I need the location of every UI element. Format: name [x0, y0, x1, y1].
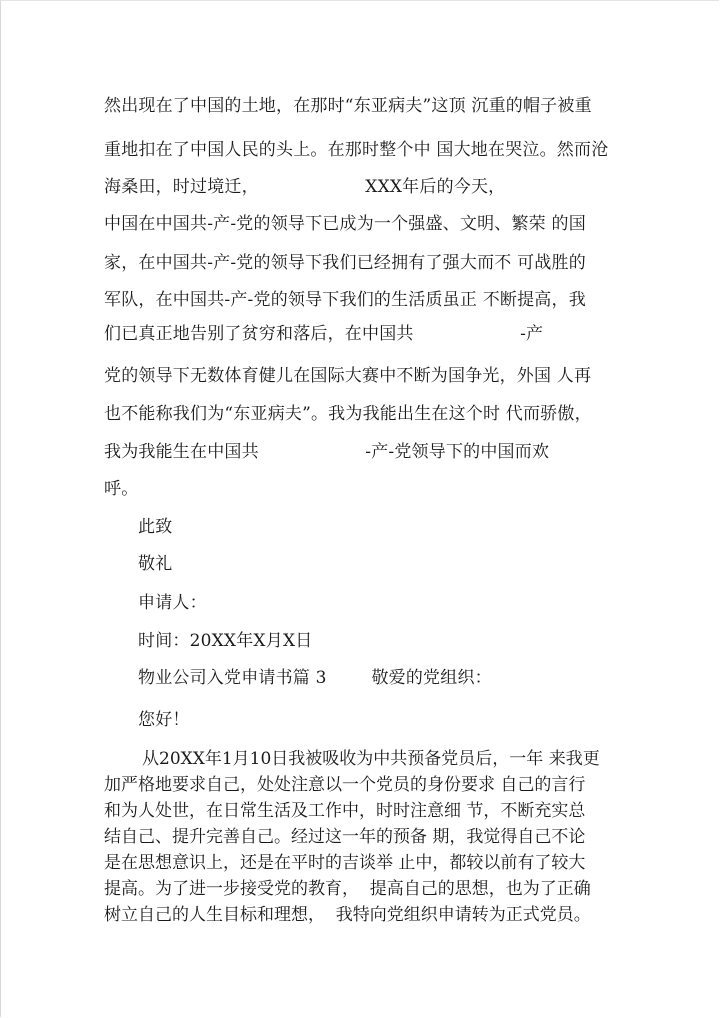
body-line: 党的领导下无数体育健儿在国际大赛中不断为国争光，外国 人再: [104, 366, 592, 386]
body-line: 军队，在中国共-产-党的领导下我们的生活质虽正 不断提高，我: [104, 290, 586, 310]
closing-cizhi: 此致: [138, 517, 173, 537]
section-heading: 物业公司入党申请书篇 3 敬爱的党组织：: [138, 668, 492, 688]
closing-jingli: 敬礼: [138, 554, 173, 574]
body-line: 海桑田，时过境迁， XXX年后的今天，: [104, 177, 506, 197]
paragraph-line: 提高。为了进一步接受党的教育， 提高自己的思想，也为了正确: [104, 879, 591, 899]
paragraph-line: 和为人处世，在日常生活及工作中，时时注意细 节，不断充实总: [104, 801, 586, 821]
applicant-label: 申请人：: [138, 593, 207, 613]
body-line: 呼。: [104, 479, 139, 499]
greeting: 您好！: [138, 710, 190, 730]
date-line: 时间：20XX年X月X日: [138, 631, 313, 651]
body-line: 中国在中国共-产-党的领导下已成为一个强盛、文明、繁荣 的国: [104, 214, 586, 234]
body-line: 我为我能生在中国共 -产-党领导下的中国而欢: [104, 442, 550, 462]
body-line: 家，在中国共-产-党的领导下我们已经拥有了强大而不 可战胜的: [104, 253, 586, 273]
body-line: 们已真正地告别了贫穷和落后，在中国共 -产: [104, 324, 544, 344]
body-line: 然出现在了中国的土地，在那时“东亚病夫”这顶 沉重的帽子被重: [104, 96, 592, 116]
paragraph-line: 树立自己的人生目标和理想， 我特向党组织申请转为正式党员。: [104, 905, 591, 925]
paragraph-line: 是在思想意识上，还是在平时的吉谈举 止中，都较以前有了较大: [104, 853, 586, 873]
body-line: 也不能称我们为“东亚病夫”。我为我能出生在这个时 代而骄傲，: [104, 404, 592, 424]
application-paragraph: [104, 746, 604, 928]
body-line: 重地扣在了中国人民的头上。在那时整个中 国大地在哭泣。然而沧: [104, 140, 609, 160]
paragraph-line: 从20XX年1月10日我被吸收为中共预备党员后，一年 来我更: [142, 749, 600, 769]
paragraph-line: 加严格地要求自己，处处注意以一个党员的身份要求 自己的言行: [104, 775, 586, 795]
paragraph-line: 结自己、提升完善自己。经过这一年的预备 期，我觉得自己不论: [104, 827, 586, 847]
